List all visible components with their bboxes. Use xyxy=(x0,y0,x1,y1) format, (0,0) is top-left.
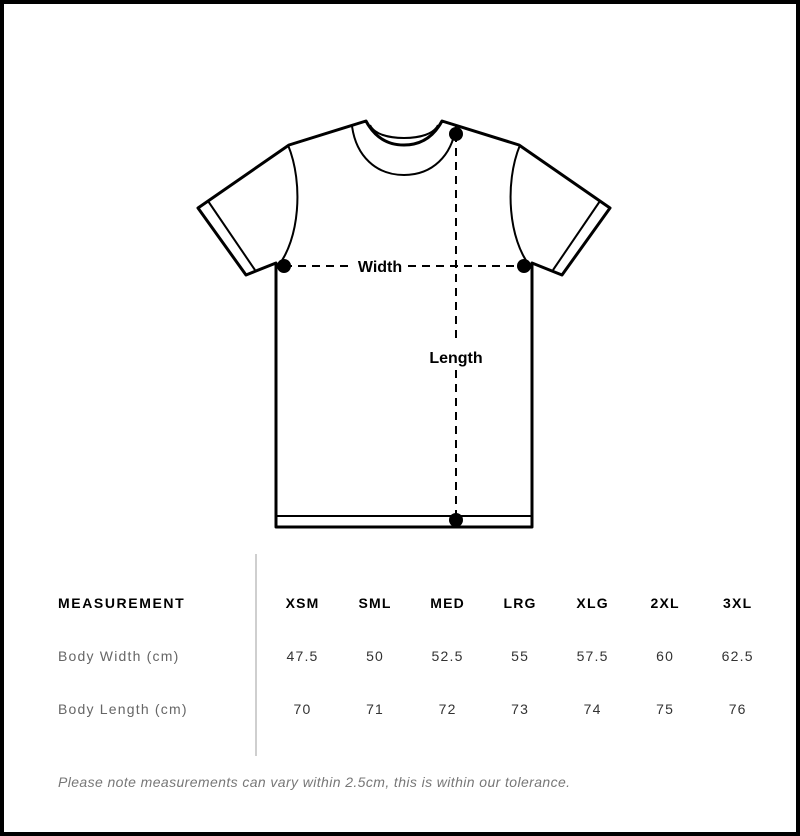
table-cell: 73 xyxy=(511,700,530,717)
width-label: Width xyxy=(357,259,403,276)
table-cell: 70 xyxy=(293,700,312,717)
table-cell: 76 xyxy=(728,700,747,717)
table-cell: 74 xyxy=(583,700,602,717)
size-header-xsm: XSM xyxy=(285,594,320,611)
table-cell: 62.5 xyxy=(721,647,754,664)
table-cell: 52.5 xyxy=(431,647,464,664)
row-label: Body Width (cm) xyxy=(58,647,180,664)
table-cell: 57.5 xyxy=(576,647,609,664)
table-cell: 47.5 xyxy=(286,647,319,664)
size-header-med: MED xyxy=(430,594,465,611)
size-table xyxy=(44,576,774,735)
length-top-marker xyxy=(449,127,463,141)
size-header-lrg: LRG xyxy=(503,594,537,611)
size-header-3xl: 3XL xyxy=(723,594,753,611)
tshirt-diagram xyxy=(4,4,800,544)
table-cell: 72 xyxy=(438,700,457,717)
table-cell: 50 xyxy=(366,647,385,664)
table-row-body-width xyxy=(44,629,774,682)
tolerance-note: Please note measurements can vary within 2.5cm, this is within our tolerance. xyxy=(58,774,571,790)
size-header-2xl: 2XL xyxy=(650,594,680,611)
size-header-xlg: XLG xyxy=(576,594,609,611)
table-cell: 75 xyxy=(656,700,675,717)
row-label: Body Length (cm) xyxy=(58,700,188,717)
width-left-marker xyxy=(277,259,291,273)
width-right-marker xyxy=(517,259,531,273)
table-row-body-length xyxy=(44,682,774,735)
table-header-row xyxy=(44,576,774,629)
tshirt-outline xyxy=(198,121,610,527)
length-bottom-marker xyxy=(449,513,463,527)
size-header-sml: SML xyxy=(358,594,392,611)
table-cell: 60 xyxy=(656,647,675,664)
table-cell: 71 xyxy=(366,700,385,717)
length-label: Length xyxy=(429,350,483,367)
measurement-header: MEASUREMENT xyxy=(58,594,186,611)
table-cell: 55 xyxy=(511,647,530,664)
